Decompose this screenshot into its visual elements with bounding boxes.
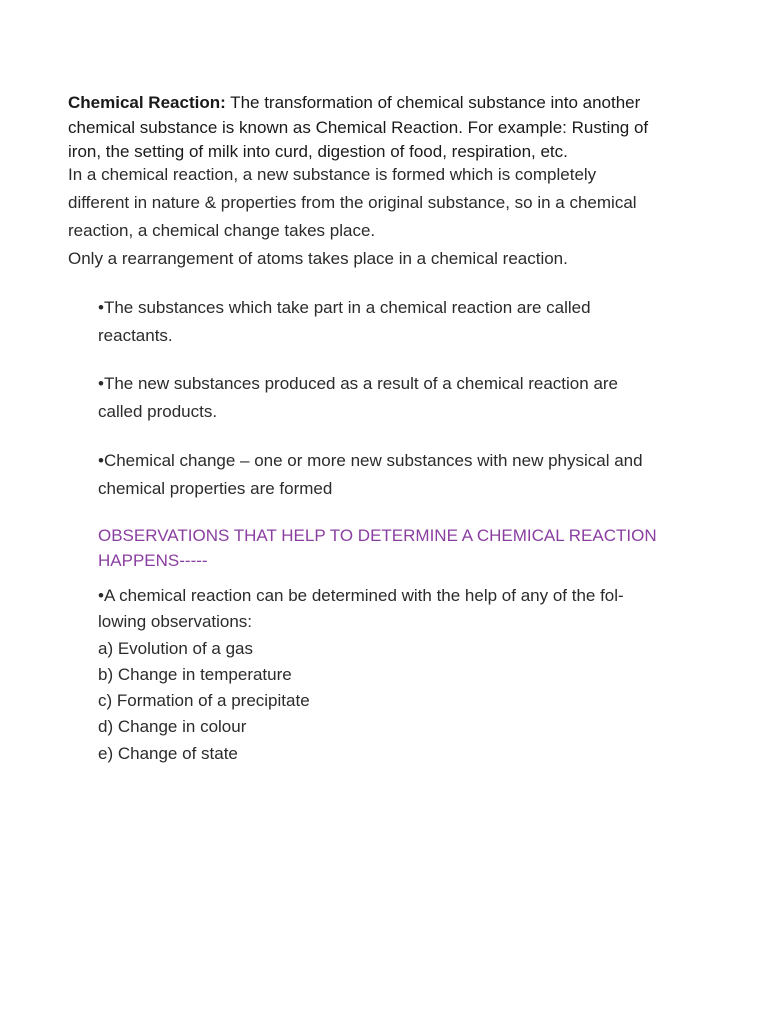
paragraph2-line-1: In a chemical reaction, a new substance is formed which is completely [68, 165, 597, 184]
definition-line-2: chemical substance is known as Chemical Reaction. For example: Rusting of [68, 117, 649, 137]
new-substance-paragraph [68, 161, 708, 245]
paragraph2-line-2: different in nature & properties from the original substance, so in a chemical [68, 193, 637, 212]
observations-intro-line-2: lowing observations: [98, 612, 253, 632]
observation-item-precipitate: c) Formation of a precipitate [98, 691, 310, 711]
definition-line-3: iron, the setting of milk into curd, digestion of food, respiration, etc. [68, 142, 568, 161]
observations-list [98, 583, 698, 767]
bullet-2-line-1: •The new substances produced as a result of a chemical reaction are [98, 374, 619, 393]
observation-item-temperature: b) Change in temperature [98, 664, 292, 684]
term-chemical-reaction: Chemical Reaction: [68, 93, 226, 112]
bullet-1-line-1: •The substances which take part in a chemical reaction are called [98, 298, 591, 317]
paragraph3-line-1: Only a rearrangement of atoms takes place in a chemical reaction. [68, 249, 568, 268]
bullet-3-line-1: •Chemical change – one or more new substances with new physical and [98, 451, 643, 470]
bullet-1-line-2: reactants. [98, 326, 173, 345]
definition-line-1 [68, 91, 708, 116]
bullet-item-chemical-change [98, 447, 708, 503]
observations-heading-line-2: HAPPENS----- [98, 550, 208, 570]
definition-paragraph [68, 91, 708, 165]
rearrangement-paragraph [68, 245, 708, 273]
observations-heading [98, 524, 698, 573]
definition-text: The transformation of chemical substance into another [225, 93, 641, 112]
bullet-2-line-2: called products. [98, 402, 218, 421]
observation-item-state: e) Change of state [98, 743, 238, 763]
paragraph2-line-3: reaction, a chemical change takes place. [68, 221, 376, 240]
bullet-3-line-2: chemical properties are formed [98, 479, 333, 498]
bullet-item-reactants [98, 294, 708, 350]
observation-item-gas: a) Evolution of a gas [98, 638, 253, 658]
observations-intro-line-1: •A chemical reaction can be determined with the help of any of the fol- [98, 586, 624, 605]
observation-item-colour: d) Change in colour [98, 717, 247, 737]
bullet-item-products [98, 370, 708, 426]
observations-heading-line-1: OBSERVATIONS THAT HELP TO DETERMINE A CHEMICAL REACTION [98, 526, 657, 545]
